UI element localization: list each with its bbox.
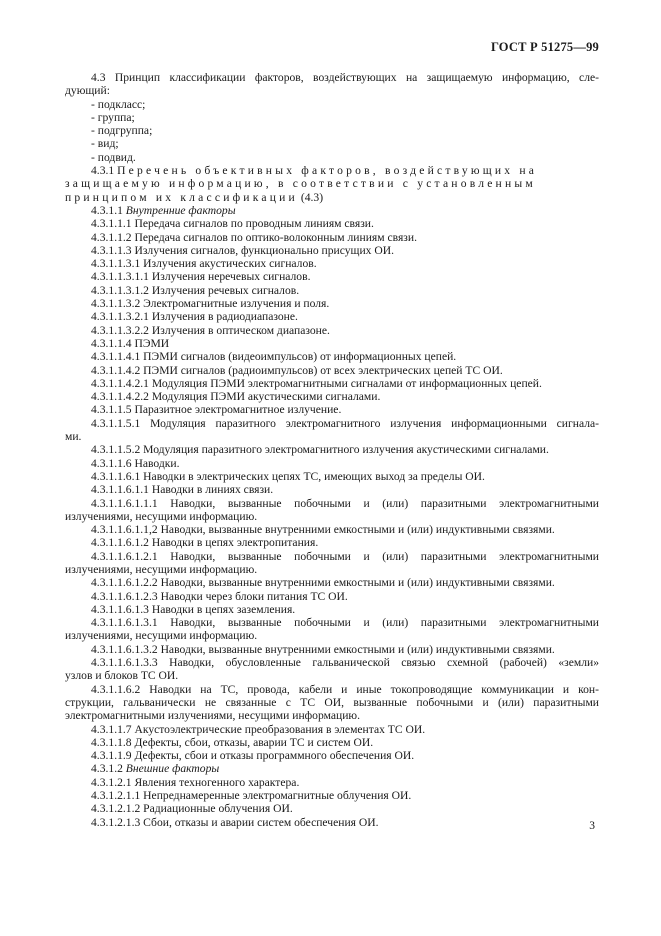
paragraph-line: 4.3.1.1.6.2 Наводки на ТС, провода, кабели и иные токопроводящие коммуникации и кон-: [91, 682, 599, 696]
paragraph-line: 4.3.1.2.1.1 Непреднамеренные электромагнитные облучения ОИ.: [91, 789, 412, 803]
paragraph-line: 4.3.1.1.3.2.2 Излучения в оптическом диапазоне.: [91, 323, 330, 337]
page-number: 3: [589, 820, 595, 832]
paragraph-line: 4.3.1.1.6.1.3.3 Наводки, обусловленные гальванической связью схемной (рабочей) «земли»: [91, 656, 599, 670]
paragraph-line: 4.3.1.1.2 Передача сигналов по оптико-волоконным линиям связи.: [91, 230, 417, 244]
paragraph-line: 4.3.1.1.3.1.2 Излучения речевых сигналов.: [91, 283, 300, 297]
paragraph-line: 4.3.1.1.5.2 Модуляция паразитного электромагнитного излучения акустическими сигналами.: [91, 443, 549, 457]
subheading-title: Внешние факторы: [125, 762, 220, 776]
paragraph-line: 4.3.1.1.7 Акустоэлектрические преобразования в элементах ТС ОИ.: [91, 722, 426, 736]
paragraph-line: 4.3.1.1.5.1 Модуляция паразитного электромагнитного излучения информационными сигнала-: [91, 416, 599, 430]
paragraph-line: 4.3.1.1.3.1.1 Излучения неречевых сигналов.: [91, 270, 311, 284]
paragraph-line: 4.3.1.1.3.2 Электромагнитные излучения и поля.: [91, 297, 330, 311]
paragraph-line: 4.3.1.1.6.1.1 Наводки в линиях связи.: [91, 483, 274, 497]
paragraph-line: излучениями, несущими информацию.: [65, 509, 258, 523]
paragraph-line: 4.3.1.2.1.2 Радиационные облучения ОИ.: [91, 802, 293, 816]
paragraph-line: 4.3.1.2.1.3 Сбои, отказы и аварии систем обеспечения ОИ.: [91, 815, 379, 829]
paragraph-line: дующий:: [65, 84, 110, 98]
standard-header: ГОСТ Р 51275—99: [490, 40, 599, 54]
paragraph-line: 4.3.1.1.6.1.3.2 Наводки, вызванные внутренними емкостными и (или) индуктивными связями.: [91, 642, 555, 656]
section-number: 4.3.1.2: [91, 762, 123, 776]
spaced-heading-text: принципом их классификации: [65, 190, 298, 204]
list-item: - вид;: [91, 137, 119, 151]
paragraph-line: излучениями, несущими информацию.: [65, 629, 258, 643]
paragraph-line: 4.3.1.1.9 Дефекты, сбои и отказы программного обеспечения ОИ.: [91, 749, 415, 763]
subheading-line: [65, 204, 599, 217]
paragraph-line: 4.3.1.2.1 Явления техногенного характера.: [91, 775, 300, 789]
paragraph-line: 4.3.1.1.4.2.1 Модуляция ПЭМИ электромагнитными сигналами от информационных цепей.: [91, 376, 542, 390]
paragraph-line: 4.3.1.1.6.1 Наводки в электрических цепях ТС, имеющих выход за пределы ОИ.: [91, 469, 485, 483]
paragraph-line: 4.3.1.1.4 ПЭМИ: [91, 336, 170, 350]
paragraph-line: 4.3.1.1.8 Дефекты, сбои, отказы, аварии ТС и систем ОИ.: [91, 735, 374, 749]
paragraph-line: 4.3.1.1.6.1.1.1 Наводки, вызванные побочными и (или) паразитными электромагнитными: [91, 496, 599, 510]
section-number: 4.3.1.1: [91, 203, 123, 217]
document-body: [65, 71, 599, 829]
section-reference: (4.3): [300, 190, 324, 204]
paragraph-line: 4.3.1.1.6.1.2.3 Наводки через блоки питания ТС ОИ.: [91, 589, 348, 603]
paragraph-line: узлов и блоков ТС ОИ.: [65, 669, 179, 683]
spaced-heading-text: защищаемую информацию, в соответствии с установленным: [65, 177, 536, 191]
paragraph-line: 4.3.1.1.6 Наводки.: [91, 456, 180, 470]
paragraph-line: 4.3.1.1.4.1 ПЭМИ сигналов (видеоимпульсов) от информационных цепей.: [91, 350, 457, 364]
paragraph-line: 4.3.1.1.6.1.2 Наводки в цепях электропитания.: [91, 536, 319, 550]
paragraph-line: 4.3.1.1.6.1.1,2 Наводки, вызванные внутренними емкостными и (или) индуктивными связями.: [91, 523, 555, 537]
paragraph-line: 4.3.1.1.6.1.3.1 Наводки, вызванные побочными и (или) паразитными электромагнитными: [91, 616, 599, 630]
paragraph-line: 4.3.1.1.3.2.1 Излучения в радиодиапазоне.: [91, 310, 298, 324]
paragraph-line: 4.3.1.1.6.1.2.1 Наводки, вызванные побочными и (или) паразитными электромагнитными: [91, 549, 599, 563]
paragraph-line: ми.: [65, 430, 82, 444]
paragraph-line: 4.3.1.1.5 Паразитное электромагнитное излучение.: [91, 403, 342, 417]
subheading-line: [65, 762, 599, 775]
list-item: - подгруппа;: [91, 124, 153, 138]
paragraph-line: 4.3.1.1.4.2 ПЭМИ сигналов (радиоимпульсов) от всех электрических цепей ТС ОИ.: [91, 363, 503, 377]
paragraph-line: электромагнитными излучениями, несущими информацию.: [65, 709, 360, 723]
paragraph-line: 4.3.1.1.6.1.2.2 Наводки, вызванные внутренними емкостными и (или) индуктивными связями.: [91, 576, 555, 590]
paragraph-line: 4.3 Принцип классификации факторов, воздействующих на защищаемую информацию, сле-: [91, 71, 599, 84]
spaced-heading-line: [65, 191, 599, 204]
list-item: - группа;: [91, 110, 135, 124]
subheading-title: Внутренние факторы: [125, 203, 236, 217]
section-number: 4.3.1: [91, 164, 115, 178]
paragraph-line: 4.3.1.1.4.2.2 Модуляция ПЭМИ акустическими сигналами.: [91, 390, 381, 404]
paragraph-line: 4.3.1.1.1 Передача сигналов по проводным линиям связи.: [91, 217, 374, 231]
list-item: - подкласс;: [91, 97, 146, 111]
spaced-heading-text: Перечень объективных факторов, воздействующих на: [117, 164, 538, 178]
paragraph-line: 4.3.1.1.3.1 Излучения акустических сигналов.: [91, 257, 317, 271]
spaced-heading-line: [65, 164, 599, 177]
paragraph-line: 4.3.1.1.3 Излучения сигналов, функционально присущих ОИ.: [91, 243, 394, 257]
paragraph-line: струкции, гальванически не связанные с ТС ОИ, вызванные побочными и (или) паразитными: [65, 695, 599, 709]
paragraph-line: 4.3.1.1.6.1.3 Наводки в цепях заземления.: [91, 602, 296, 616]
list-item: - подвид.: [91, 150, 136, 164]
paragraph-line: излучениями, несущими информацию.: [65, 562, 258, 576]
